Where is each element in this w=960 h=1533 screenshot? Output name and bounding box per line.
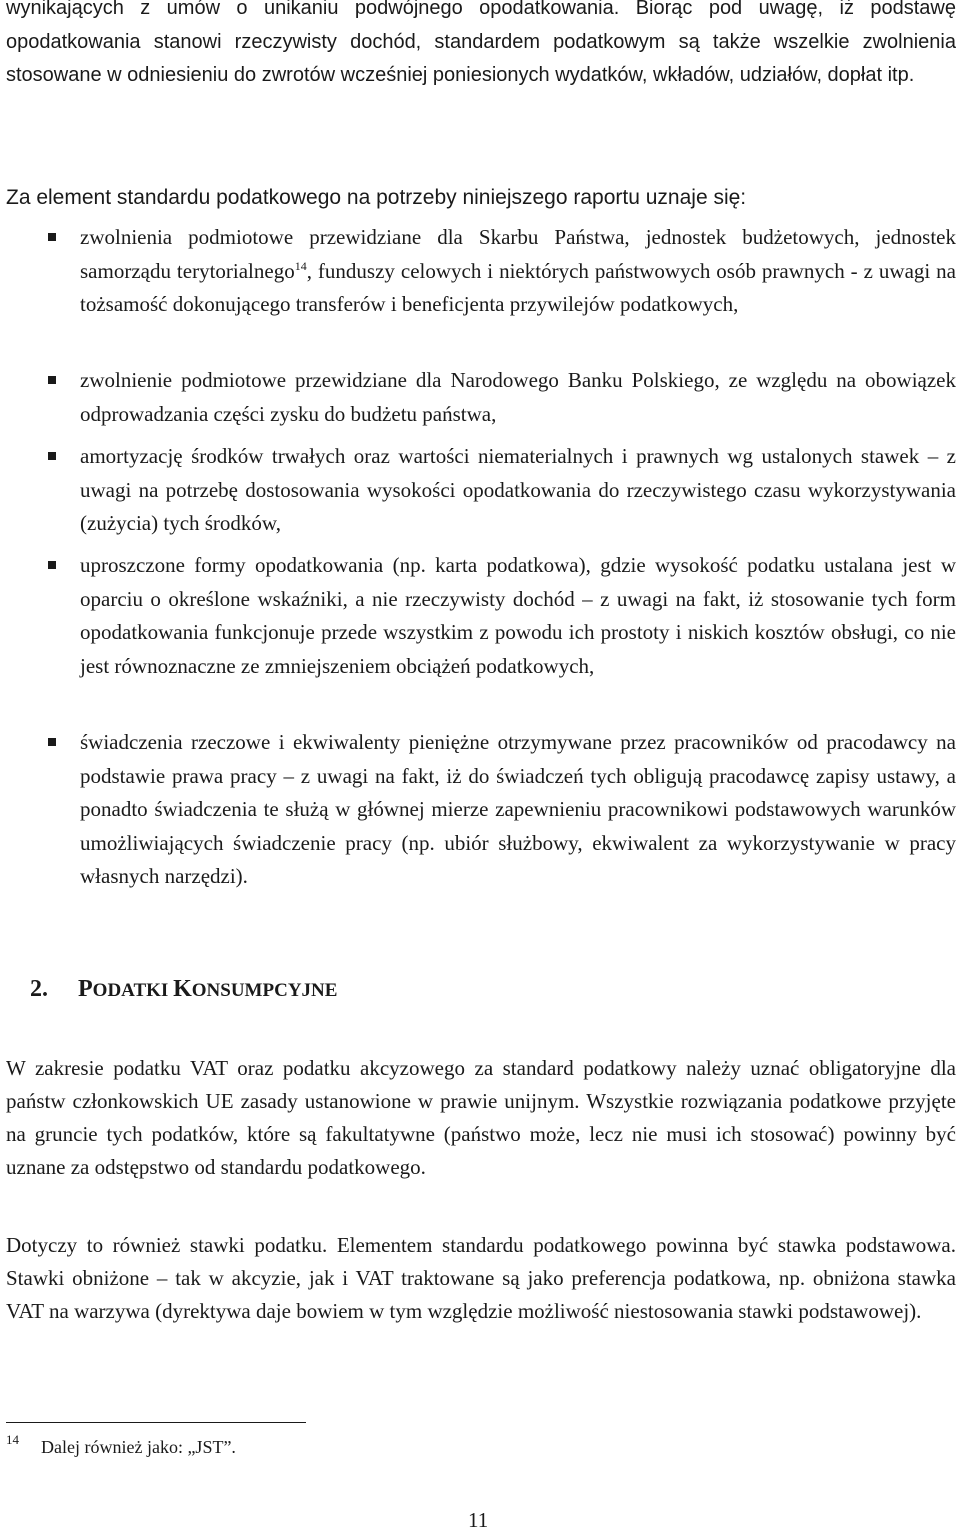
body-paragraph: W zakresie podatku VAT oraz podatku akcyzowego za standard podatkowy należy uznać obligatoryjne dla państw członkowskich UE zasady ustanowione w prawie unijnym. Wszystkie rozwiązania podatkowe przyjęte na gruncie tych podatków, które są fakultatywne (państwo może, lecz nie musi ich stosować) powinny być uznane za odstępstwo od standardu podatkowego. — [6, 1056, 956, 1179]
footnote-divider — [6, 1422, 306, 1423]
footnote-ref[interactable]: 14 — [294, 258, 307, 273]
body-paragraph: Dotyczy to również stawki podatku. Elementem standardu podatkowego powinna być stawka podstawowa. Stawki obniżone – tak w akcyzie, jak i VAT traktowane są jako preferencja podatkowa, np. obniżona stawka VAT na warzywa (dyrektywa daje bowiem w tym względzie możliwość niestosowania stawki podstawowej). — [6, 1233, 956, 1323]
square-bullet-icon — [48, 233, 56, 241]
square-bullet-icon — [48, 561, 56, 569]
list-item-text-part: zwolnienia podmiotowe przewidziane dla Skarbu Państwa, jednostek budżetowych, jednostek samorządu terytorialnego — [80, 225, 956, 283]
section-title-part: ONSUMPCYJNE — [191, 980, 338, 1001]
section-title-part: ODATKI — [92, 980, 174, 1001]
list-item-text — [80, 221, 956, 322]
square-bullet-icon — [48, 452, 56, 460]
list-item-text: amortyzację środków trwałych oraz wartości niematerialnych i prawnych wg ustalonych stawek – z uwagi na potrzebę dostosowania wysokości opodatkowania do rzeczywistego czasu wykorzystywania (zużycia) tych środków, — [80, 444, 956, 535]
list-item-text: świadczenia rzeczowe i ekwiwalenty pieniężne otrzymywane przez pracowników od pracodawcy na podstawie prawa pracy – z uwagi na fakt, iż do świadczeń tych obligują pracodawcę zapisy ustawy, a ponadto świadczenia te służą w głównej mierze zapewnieniu pracownikowi podstawowych warunków umożliwiających świadczenie pracy (np. ubiór służbowy, ekwiwalent za wykorzystywanie w pracy własnych narzędzi). — [80, 730, 956, 888]
square-bullet-icon — [48, 376, 56, 384]
list-item-text: zwolnienie podmiotowe przewidziane dla Narodowego Banku Polskiego, ze względu na obowiązek odprowadzania części zysku do budżetu państwa, — [80, 368, 956, 426]
lead-paragraph: Za element standardu podatkowego na potrzeby niniejszego raportu uznaje się: — [6, 186, 747, 209]
section-heading — [30, 976, 337, 1003]
footnote-number: 14 — [6, 1432, 19, 1447]
section-number: 2. — [30, 976, 48, 1002]
footnote-text: Dalej również jako: „JST”. — [41, 1437, 236, 1457]
list-item-text-part: , funduszy celowych i niektórych państwowych osób prawnych - z uwagi na tożsamość dokonującego transferów i beneficjenta przywilejów podatkowych, — [80, 258, 957, 316]
section-title-initial: P — [78, 976, 93, 1002]
list-item-text: uproszczone formy opodatkowania (np. karta podatkowa), gdzie wysokość podatku ustalana jest w oparciu o określone wskaźniki, a nie rzeczywisty dochód – z uwagi na fakt, iż stosowanie tych form opodatkowania funkcjonuje przede wszystkim z powodu ich prostoty i niskich kosztów obsługi, co nie jest równoznaczne ze zmniejszeniem obciążeń podatkowych, — [80, 553, 956, 678]
intro-paragraph: wynikających z umów o unikaniu podwójnego opodatkowania. Biorąc pod uwagę, iż podstawę opodatkowania stanowi rzeczywisty dochód, standardem podatkowym są także wszelkie zwolnienia stosowane w odniesieniu do zwrotów wcześniej poniesionych wydatków, wkładów, udziałów, dopłat itp. — [6, 0, 956, 86]
square-bullet-icon — [48, 738, 56, 746]
section-title-initial: K — [173, 976, 192, 1002]
page-number: 11 — [468, 1508, 489, 1532]
